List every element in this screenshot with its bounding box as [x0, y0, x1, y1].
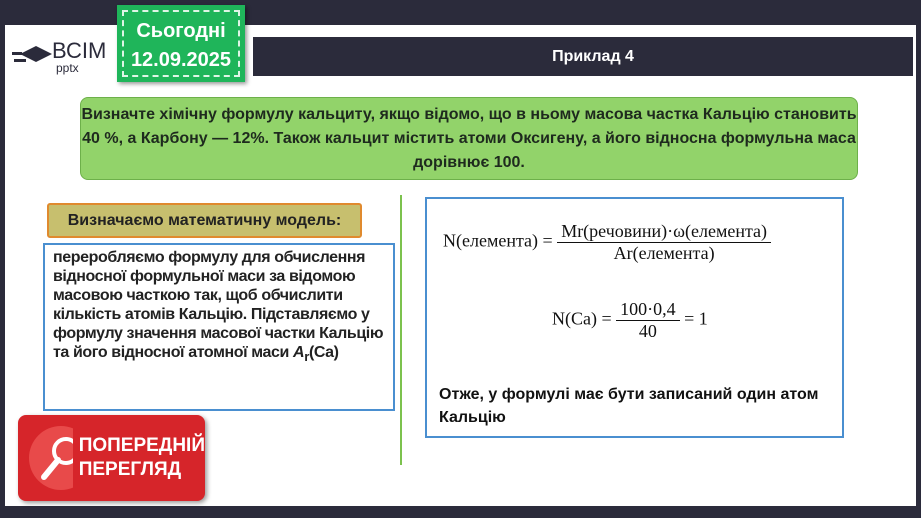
formula1-den: Ar(елемента) — [613, 243, 715, 263]
logo-sub: pptx — [56, 61, 79, 75]
divider — [400, 195, 402, 465]
ar-subscript: r — [304, 349, 309, 365]
solution-box — [425, 197, 844, 438]
date-value: 12.09.2025 — [130, 49, 232, 71]
explanation-box — [43, 243, 395, 411]
conclusion-text: Отже, у формулі має бути записаний один атом Кальцію — [439, 386, 819, 426]
question-text: Визначте хімічну формулу кальциту, якщо відомо, що в ньому масова частка Кальцію становить 40 %, а Карбону — 12%. Також кальцит містить атоми Оксигену, а його відносна формульна маса дорівнює 100. — [81, 106, 857, 171]
preview-button[interactable] — [18, 415, 205, 501]
magnifier-icon — [26, 423, 73, 493]
formula-calcium — [552, 299, 708, 342]
preview-line1: ПОПЕРЕДНІЙ — [78, 435, 205, 456]
heading-text: Визначаємо математичну модель: — [67, 211, 342, 229]
formula-general — [443, 221, 771, 264]
date-label: Сьогодні — [136, 20, 226, 42]
logo — [12, 38, 107, 78]
explanation-text: переробляємо формулу для обчислення відносної формульної маси за відомою масовою часткою так, щоб обчислити кількість атомів Кальцію. Підставляємо у формулу значення масової частки Кальцію та його відносної атомної маси — [53, 249, 384, 361]
question-box — [80, 97, 858, 180]
ar-symbol: A — [293, 344, 305, 361]
formula2-lhs: N(Ca) = — [552, 308, 612, 329]
formula2-den: 40 — [638, 321, 657, 341]
preview-line2: ПЕРЕГЛЯД — [78, 459, 182, 480]
formula2-rhs: = 1 — [684, 308, 708, 329]
formula1-num: Mr(речовини)·ω(елемента) — [557, 221, 771, 243]
model-heading — [47, 203, 362, 238]
slide-title: Приклад 4 — [552, 47, 634, 65]
logo-text: ВСІМ — [52, 38, 107, 63]
ar-ca: (Ca) — [308, 344, 339, 361]
title-bar — [253, 37, 913, 76]
graduation-cap-icon — [12, 42, 52, 72]
date-badge — [117, 5, 245, 82]
formula2-num: 100·0,4 — [616, 299, 680, 321]
formula1-lhs: N(елемента) = — [443, 230, 553, 251]
